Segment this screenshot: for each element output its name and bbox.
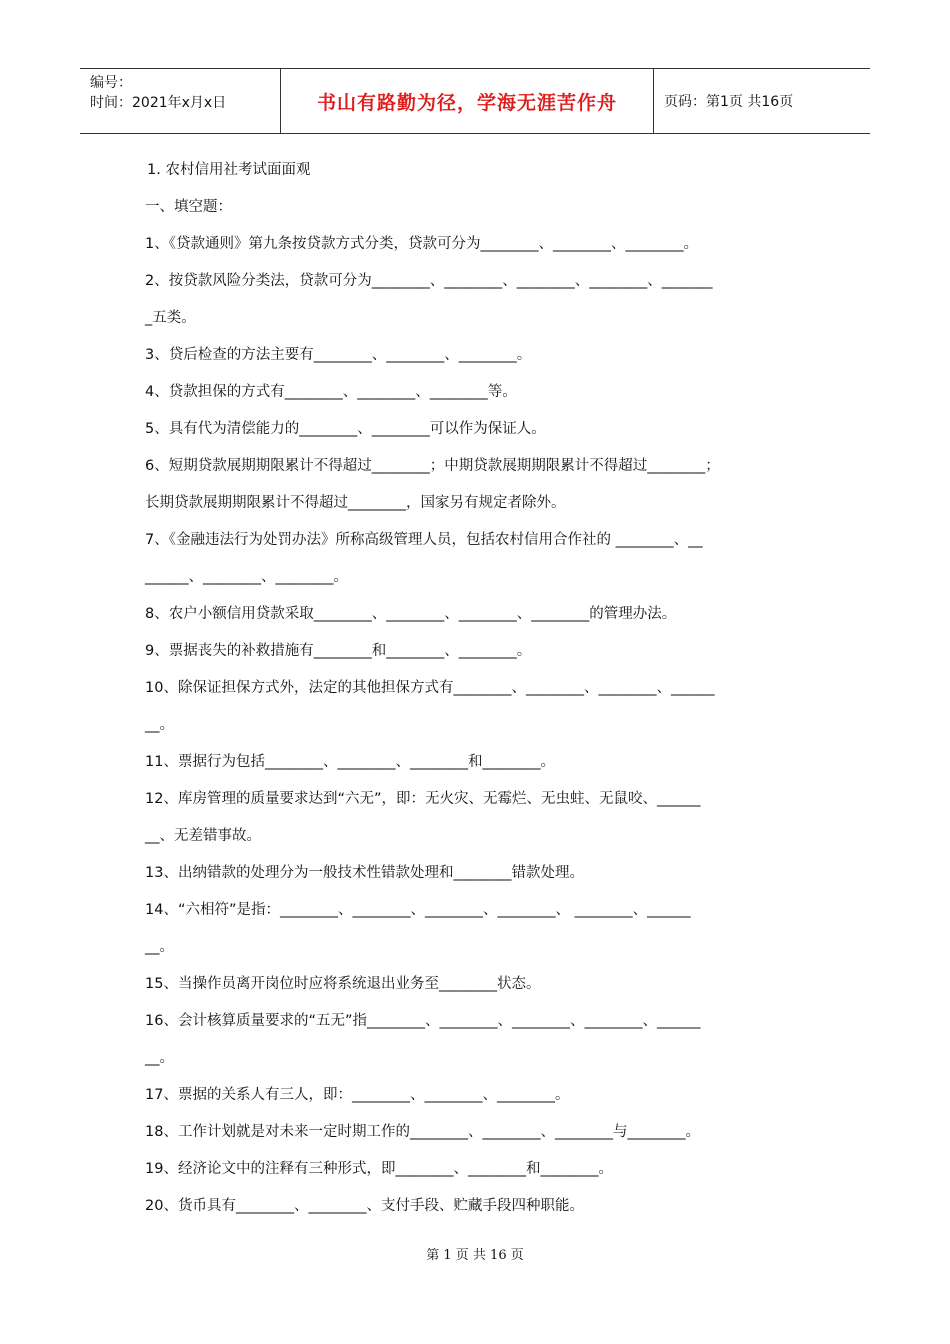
question-line: 4、贷款担保的方式有________、________、________等。: [145, 384, 517, 400]
question-line: 14、“六相符”是指：________、________、________、________、 ________、______: [145, 902, 691, 918]
page-footer: 第 1 页 共 16 页: [426, 1248, 524, 1263]
question-line: 5、具有代为清偿能力的________、________可以作为保证人。: [145, 421, 546, 437]
question-line: 7、《金融违法行为处罚办法》所称高级管理人员，包括农村信用合作社的 ________、__: [145, 532, 703, 548]
question-line: 12、库房管理的质量要求达到“六无”，即：无火灾、无霉烂、无虫蛀、无鼠咬、______: [145, 791, 701, 807]
question-line: 8、农户小额信用贷款采取________、________、________、________的管理办法。: [145, 606, 677, 622]
page-info: 页码：第1页 共16页: [664, 94, 794, 110]
section-heading: 一、填空题：: [145, 199, 232, 215]
question-line: 1、《贷款通则》第九条按贷款方式分类，贷款可分为________、________、________。: [145, 236, 698, 252]
question-line: 13、出纳错款的处理分为一般技术性错款处理和________错款处理。: [145, 865, 584, 881]
question-line: __。: [145, 717, 174, 733]
motto: 书山有路勤为径，学海无涯苦作舟: [316, 91, 617, 114]
time-label: 时间：2021年x月x日: [90, 95, 227, 111]
question-line: 长期贷款展期期限累计不得超过________，国家另有规定者除外。: [145, 495, 566, 511]
number-label: 编号：: [90, 75, 132, 91]
document-body: [145, 152, 810, 1225]
question-line: 17、票据的关系人有三人，即：________、________、________。: [145, 1087, 570, 1103]
question-line: __、无差错事故。: [145, 828, 261, 844]
question-line: 19、经济论文中的注释有三种形式，即________、________和________。: [145, 1161, 613, 1177]
question-line: 2、按贷款风险分类法，贷款可分为________、________、________、________、_______: [145, 273, 713, 289]
question-line: _五类。: [145, 310, 196, 326]
question-line: 10、除保证担保方式外，法定的其他担保方式有________、________、________、______: [145, 680, 715, 696]
header-motto-cell: [281, 69, 654, 133]
question-line: __。: [145, 939, 174, 955]
question-line: __。: [145, 1050, 174, 1066]
question-line: 15、当操作员离开岗位时应将系统退出业务至________状态。: [145, 976, 541, 992]
header-meta: [80, 69, 281, 133]
question-line: 6、短期贷款展期期限累计不得超过________；中期贷款展期期限累计不得超过________；: [145, 458, 720, 474]
question-line: ______、________、________。: [145, 569, 348, 585]
question-line: 9、票据丧失的补救措施有________和________、________。: [145, 643, 532, 659]
document-title: 1. 农村信用社考试面面观: [147, 162, 311, 178]
question-line: 18、工作计划就是对未来一定时期工作的________、________、________与________。: [145, 1124, 700, 1140]
document-header: [80, 68, 870, 134]
question-line: 3、贷后检查的方法主要有________、________、________。: [145, 347, 532, 363]
question-line: 20、货币具有________、________、支付手段、贮藏手段四种职能。: [145, 1198, 584, 1214]
question-line: 11、票据行为包括________、________、________和________。: [145, 754, 555, 770]
question-line: 16、会计核算质量要求的“五无”指________、________、________、________、______: [145, 1013, 701, 1029]
header-page-info: [654, 69, 870, 133]
